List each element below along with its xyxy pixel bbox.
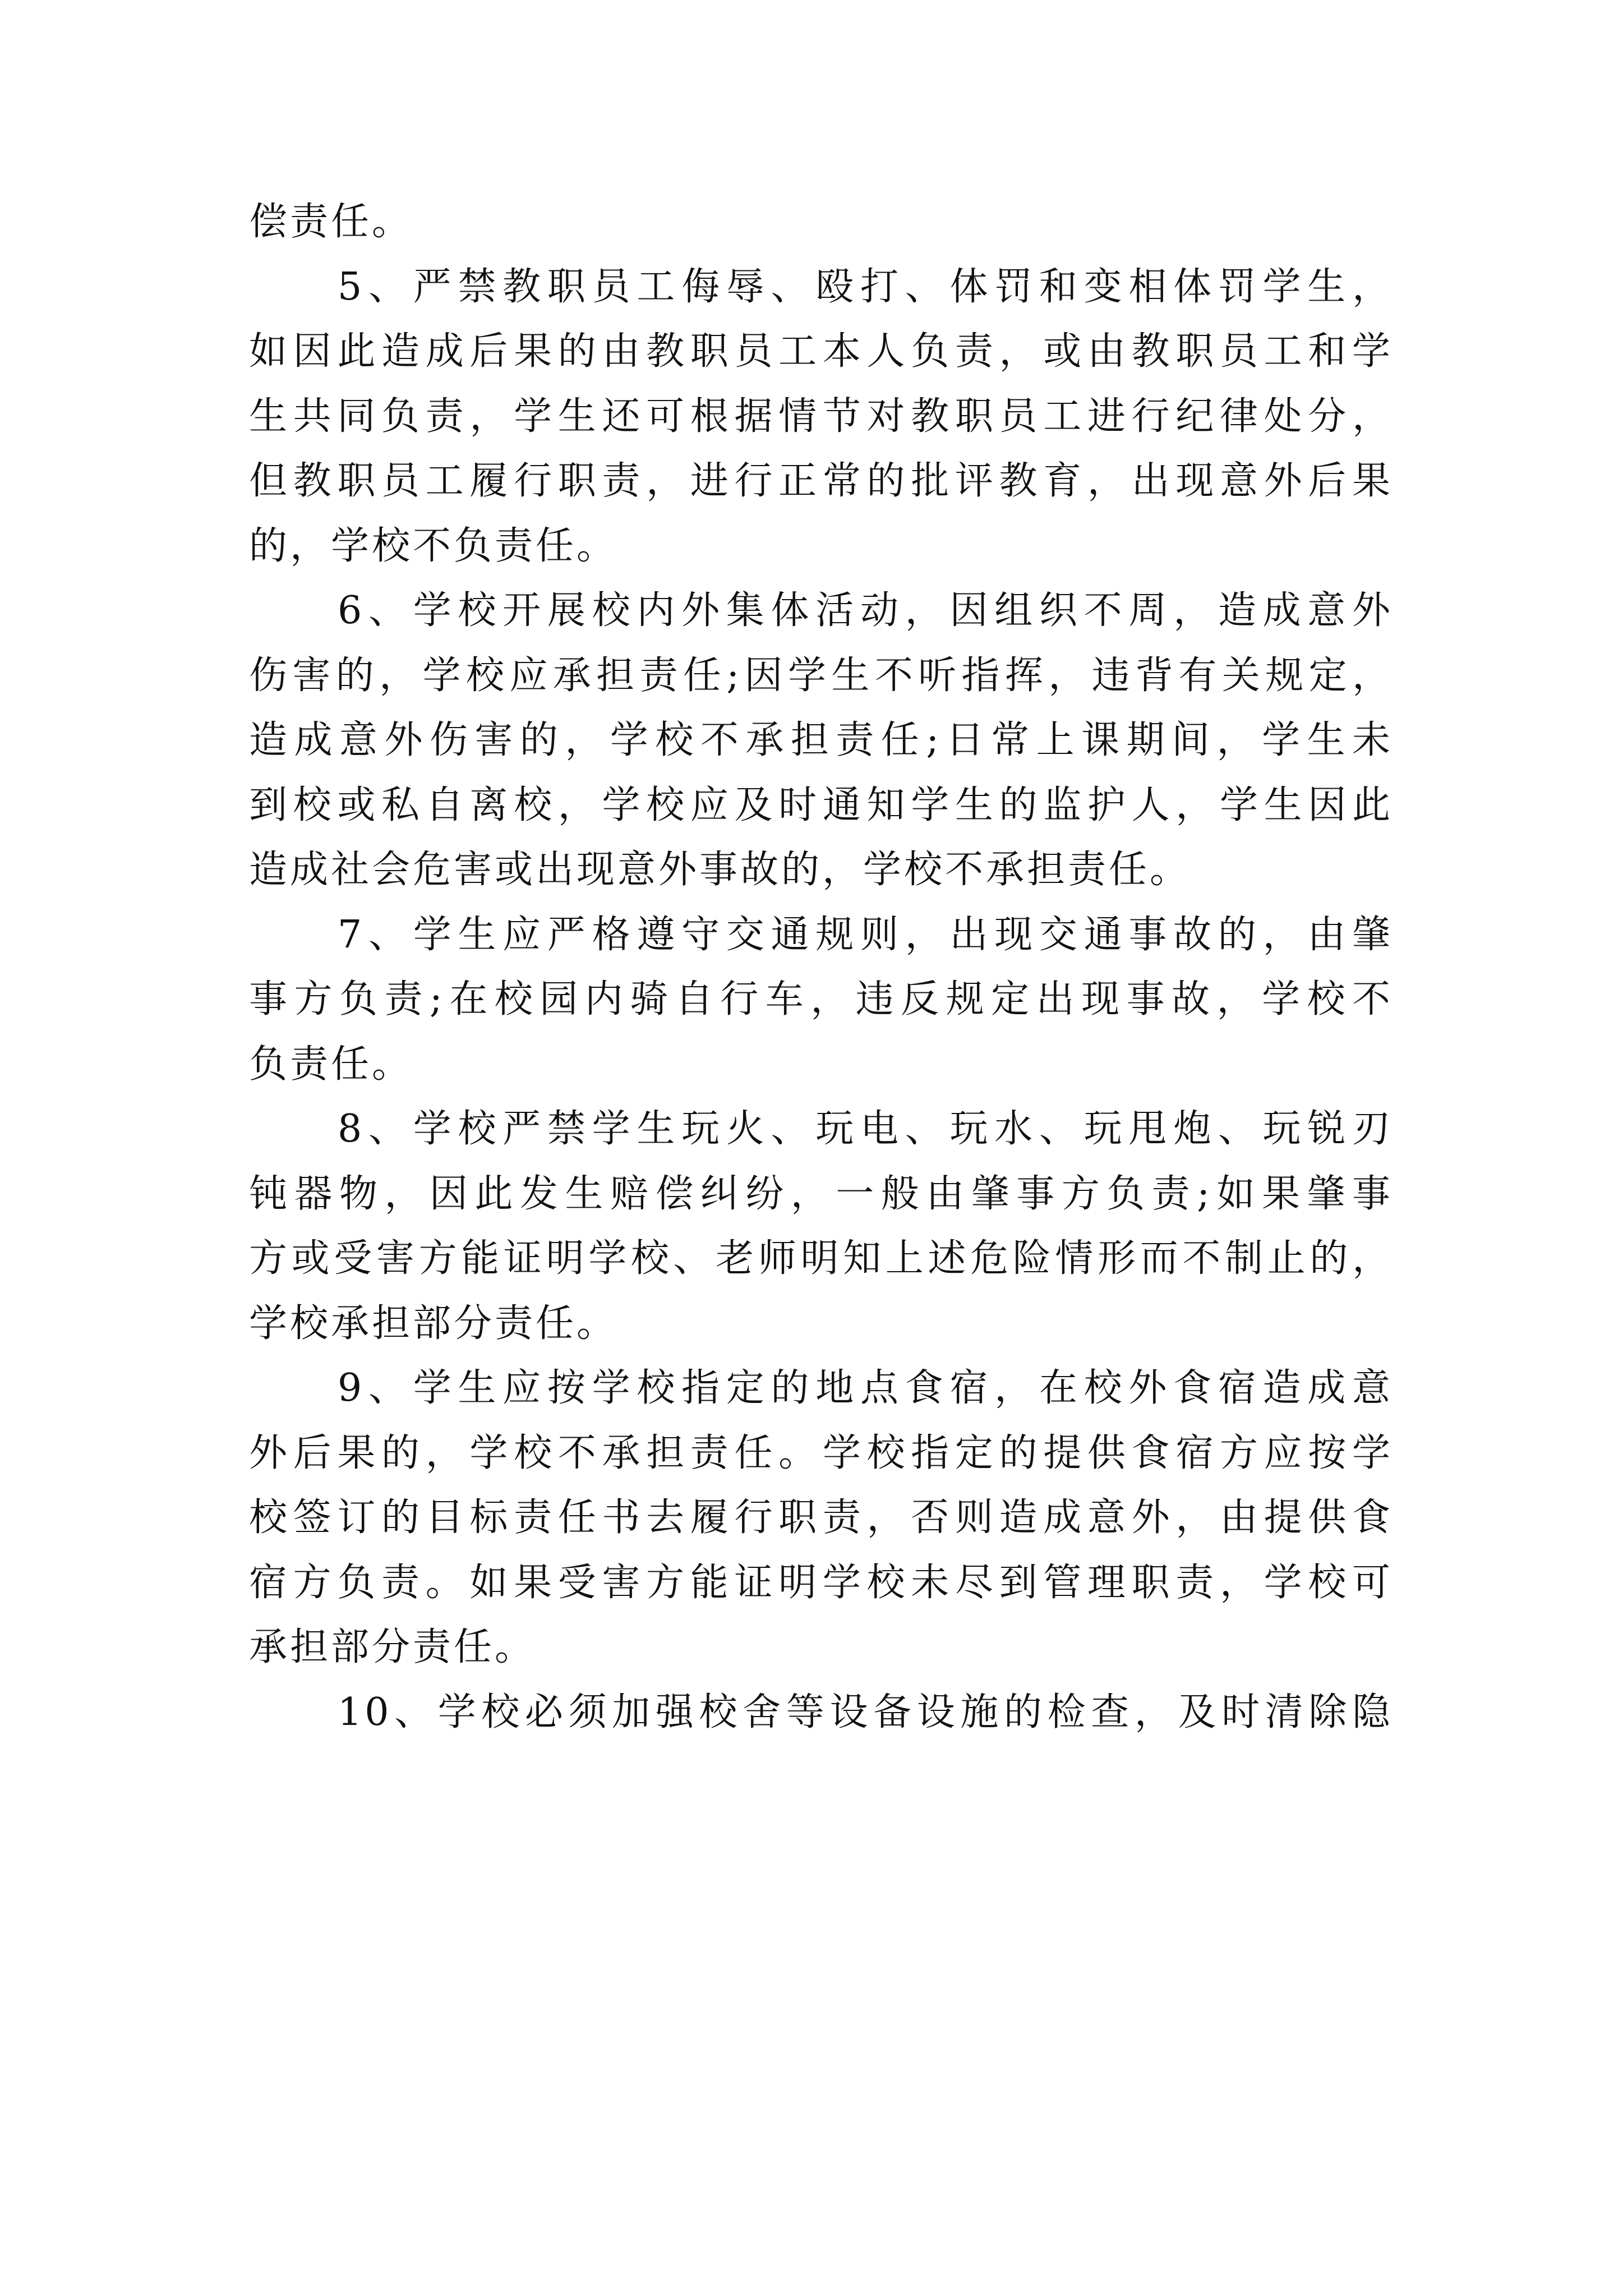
text-line: 宿方负责。如果受害方能证明学校未尽到管理职责，学校可 [249, 1560, 1393, 1605]
text-line: 钝器物，因此发生赔偿纠纷，一般由肇事方负责;如果肇事 [249, 1171, 1393, 1216]
text-line: 如因此造成后果的由教职员工本人负责，或由教职员工和学 [249, 329, 1393, 374]
text-line: 5、严禁教职员工侮辱、殴打、体罚和变相体罚学生， [338, 264, 1393, 309]
text-line: 但教职员工履行职责，进行正常的批评教育，出现意外后果 [249, 459, 1393, 503]
text-line: 的，学校不负责任。 [249, 523, 618, 568]
text-line: 方或受害方能证明学校、老师明知上述危险情形而不制止的， [249, 1236, 1393, 1281]
text-line: 偿责任。 [249, 200, 413, 244]
text-line: 负责任。 [249, 1042, 413, 1087]
text-line: 伤害的，学校应承担责任;因学生不听指挥，违背有关规定， [249, 653, 1393, 698]
text-line: 生共同负责，学生还可根据情节对教职员工进行纪律处分， [249, 394, 1393, 439]
text-line: 造成意外伤害的，学校不承担责任;日常上课期间，学生未 [249, 718, 1393, 762]
text-line: 校签订的目标责任书去履行职责，否则造成意外，由提供食 [249, 1496, 1393, 1540]
text-line: 事方负责;在校园内骑自行车，违反规定出现事故，学校不 [249, 977, 1393, 1022]
text-line: 到校或私自离校，学校应及时通知学生的监护人，学生因此 [249, 783, 1393, 827]
text-line: 外后果的，学校不承担责任。学校指定的提供食宿方应按学 [249, 1430, 1393, 1475]
document-body [249, 190, 1393, 1745]
text-line: 学校承担部分责任。 [249, 1301, 618, 1346]
text-line: 造成社会危害或出现意外事故的，学校不承担责任。 [249, 848, 1191, 892]
text-line: 8、学校严禁学生玩火、玩电、玩水、玩甩炮、玩锐刃 [338, 1107, 1393, 1151]
text-line: 承担部分责任。 [249, 1625, 536, 1669]
text-line: 7、学生应严格遵守交通规则，出现交通事故的，由肇 [338, 912, 1393, 957]
text-line: 10、学校必须加强校舍等设备设施的检查，及时清除隐 [338, 1690, 1393, 1734]
text-line: 9、学生应按学校指定的地点食宿，在校外食宿造成意 [338, 1366, 1393, 1410]
text-line: 6、学校开展校内外集体活动，因组织不周，造成意外 [338, 588, 1393, 633]
